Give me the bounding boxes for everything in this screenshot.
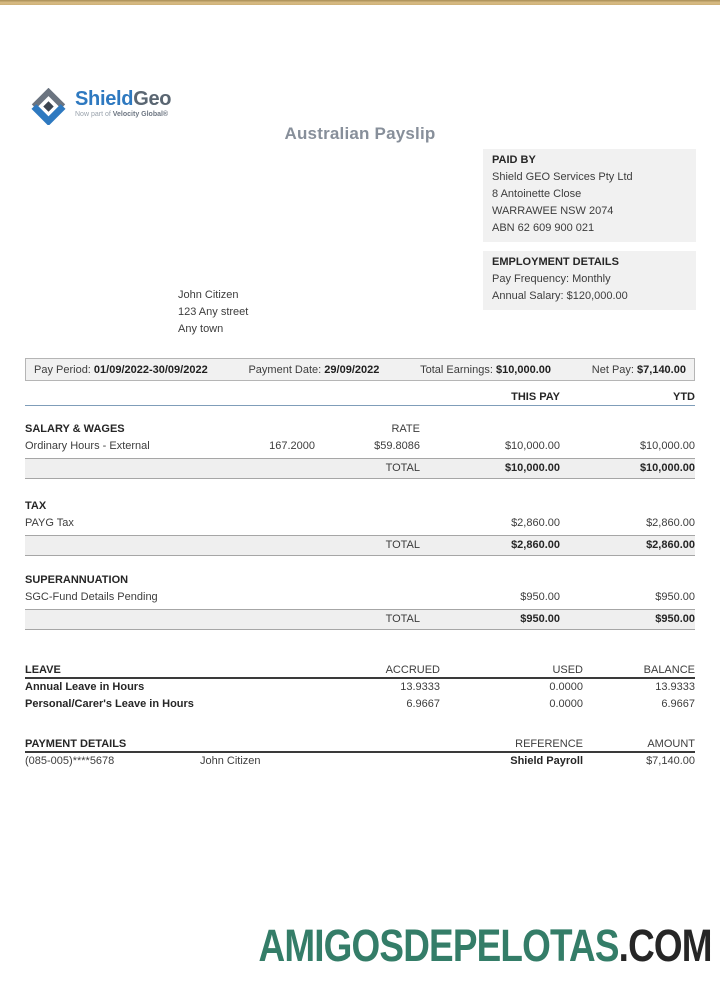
net-pay-value: $7,140.00: [637, 363, 686, 376]
salary-total-row: [25, 458, 695, 479]
shieldgeo-shield-icon: [30, 88, 67, 125]
tagline-brand: Velocity Global®: [112, 111, 169, 118]
tax-total-ytd: $2,860.00: [646, 539, 695, 551]
leave-row-accrued: 13.9333: [400, 681, 440, 693]
payment-row-reference: Shield Payroll: [510, 755, 583, 767]
column-headers: [25, 389, 695, 406]
brand-primary: Shield: [75, 88, 134, 110]
leave-row: [25, 679, 695, 696]
salary-row-this-pay: $10,000.00: [504, 440, 560, 452]
paid-by-abn: ABN 62 609 900 021: [492, 222, 595, 234]
leave-used-header: USED: [552, 664, 583, 676]
pay-period-label: Pay Period:: [34, 363, 94, 376]
total-earnings-label: Total Earnings:: [420, 363, 496, 376]
leave-row-balance: 13.9333: [655, 681, 695, 693]
watermark-primary: AMIGOSDEPELOTAS: [258, 920, 619, 971]
brand-name: [75, 88, 171, 110]
payment-date: [248, 364, 379, 376]
superannuation-total-ytd: $950.00: [655, 613, 695, 625]
leave-accrued-header: ACCRUED: [385, 664, 440, 676]
leave-section: [25, 662, 695, 713]
employee-name: John Citizen: [178, 289, 239, 301]
employee-address-block: [178, 287, 248, 338]
tax-row-description: PAYG Tax: [25, 517, 74, 529]
page-title: Australian Payslip: [284, 124, 436, 143]
annual-salary: Annual Salary: $120,000.00: [492, 290, 628, 302]
brand-tagline: [75, 111, 171, 118]
shieldgeo-logo: [30, 88, 171, 125]
ytd-column-header: YTD: [673, 391, 695, 403]
pay-summary-bar: [25, 358, 695, 381]
tax-row: [25, 515, 695, 532]
tax-total-row: [25, 535, 695, 556]
employment-heading: EMPLOYMENT DETAILS: [492, 256, 619, 268]
payment-details-heading: PAYMENT DETAILS: [25, 738, 127, 750]
employee-address1: 123 Any street: [178, 306, 249, 318]
superannuation-row-ytd: $950.00: [655, 591, 695, 603]
superannuation-heading: SUPERANNUATION: [25, 574, 129, 586]
payment-details-section: [25, 736, 695, 770]
tax-row-this-pay: $2,860.00: [511, 517, 560, 529]
tax-total-label: TOTAL: [385, 539, 420, 551]
tax-total-this-pay: $2,860.00: [511, 539, 560, 551]
brand-secondary: Geo: [133, 88, 172, 110]
employee-address2: Any town: [178, 323, 224, 335]
leave-header-row: [25, 662, 695, 679]
payment-details-header-row: [25, 736, 695, 753]
salary-row: [25, 438, 695, 455]
payment-row-account: (085-005)****5678: [25, 755, 115, 767]
net-pay-label: Net Pay:: [591, 363, 638, 376]
paid-by-company: Shield GEO Services Pty Ltd: [492, 171, 633, 183]
leave-row: [25, 696, 695, 713]
this-pay-column-header: THIS PAY: [511, 391, 560, 403]
superannuation-row-description: SGC-Fund Details Pending: [25, 591, 158, 603]
employment-details-box: [483, 251, 696, 310]
salary-wages-section: [25, 421, 695, 479]
salary-wages-heading: SALARY & WAGES: [25, 423, 125, 435]
tax-section: [25, 498, 695, 556]
salary-total-this-pay: $10,000.00: [504, 462, 560, 474]
leave-row-balance: 6.9667: [661, 698, 695, 710]
salary-row-rate: $59.8086: [374, 440, 420, 452]
leave-balance-header: BALANCE: [643, 664, 695, 676]
leave-row-description: Personal/Carer's Leave in Hours: [25, 698, 194, 710]
payment-date-value: 29/09/2022: [324, 363, 380, 376]
reference-column-header: REFERENCE: [515, 738, 583, 750]
total-earnings: [420, 364, 551, 376]
pay-period-value: 01/09/2022-30/09/2022: [93, 363, 208, 376]
tagline-prefix: Now part of: [75, 111, 113, 118]
leave-heading: LEAVE: [25, 664, 61, 676]
pay-period: [34, 364, 208, 376]
salary-total-label: TOTAL: [385, 462, 420, 474]
paid-by-box: [483, 149, 696, 242]
superannuation-section: [25, 572, 695, 630]
pay-frequency: Pay Frequency: Monthly: [492, 273, 611, 285]
leave-row-description: Annual Leave in Hours: [25, 681, 145, 693]
tax-heading: TAX: [25, 500, 47, 512]
payment-row: [25, 753, 695, 770]
leave-row-accrued: 6.9667: [406, 698, 440, 710]
superannuation-row-this-pay: $950.00: [520, 591, 560, 603]
payment-date-label: Payment Date:: [248, 363, 325, 376]
payment-row-name: John Citizen: [200, 755, 261, 767]
rate-column-header: RATE: [391, 423, 420, 435]
tax-header-row: [25, 498, 695, 515]
superannuation-row: [25, 589, 695, 606]
paid-by-address2: WARRAWEE NSW 2074: [492, 205, 614, 217]
total-earnings-value: $10,000.00: [495, 363, 552, 376]
leave-row-used: 0.0000: [549, 698, 583, 710]
superannuation-total-row: [25, 609, 695, 630]
payment-row-amount: $7,140.00: [646, 755, 695, 767]
tax-row-ytd: $2,860.00: [646, 517, 695, 529]
salary-wages-header-row: [25, 421, 695, 438]
leave-row-used: 0.0000: [549, 681, 583, 693]
amount-column-header: AMOUNT: [647, 738, 695, 750]
logo-text: [75, 88, 171, 118]
superannuation-total-label: TOTAL: [385, 613, 420, 625]
salary-row-description: Ordinary Hours - External: [25, 440, 150, 452]
gold-top-border: [0, 0, 720, 5]
salary-total-ytd: $10,000.00: [639, 462, 695, 474]
paid-by-address1: 8 Antoinette Close: [492, 188, 582, 200]
superannuation-header-row: [25, 572, 695, 589]
paid-by-heading: PAID BY: [492, 154, 536, 166]
superannuation-total-this-pay: $950.00: [520, 613, 560, 625]
salary-row-units: 167.2000: [269, 440, 315, 452]
watermark-suffix: .COM: [618, 920, 712, 971]
net-pay: [592, 364, 686, 376]
site-watermark: [259, 920, 712, 972]
salary-row-ytd: $10,000.00: [639, 440, 695, 452]
